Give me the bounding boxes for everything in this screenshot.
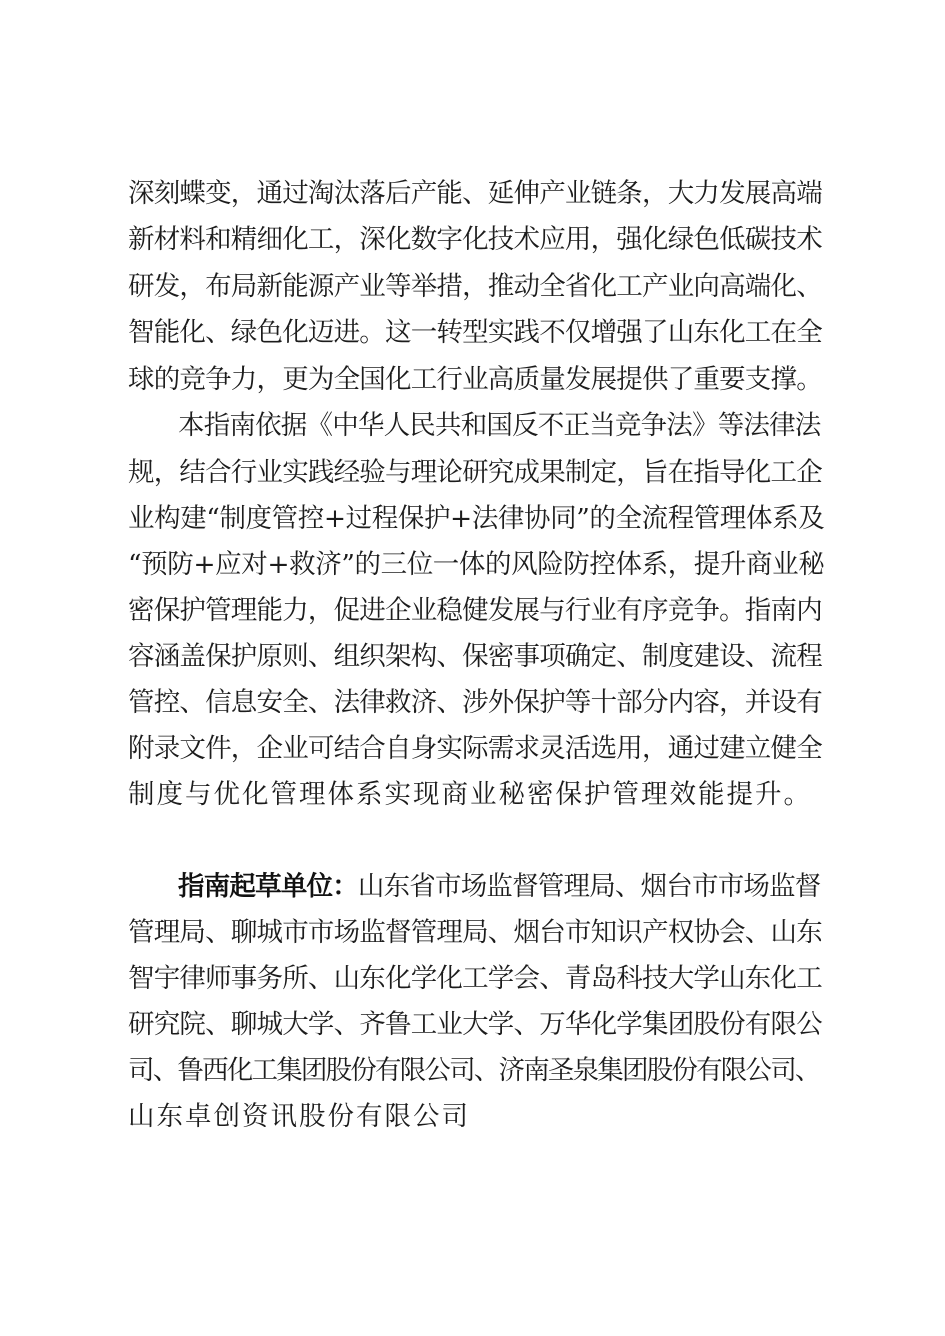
paragraph-1-line-4: 智能化、绿色化迈进。这一转型实践不仅增强了山东化工在全 bbox=[128, 317, 822, 348]
paragraph-2-line-2: 规，结合行业实践经验与理论研究成果制定，旨在指导化工企 bbox=[128, 457, 822, 488]
drafting-units-line-1 bbox=[178, 864, 821, 910]
drafting-units-line-3: 智宇律师事务所、山东化学化工学会、青岛科技大学山东化工 bbox=[128, 963, 822, 994]
drafting-units-line-4: 研究院、聊城大学、齐鲁工业大学、万华化学集团股份有限公 bbox=[128, 1009, 822, 1040]
paragraph-2-line-1: 本指南依据《中华人民共和国反不正当竞争法》等法律法 bbox=[178, 410, 821, 441]
drafting-units-line-5: 司、鲁西化工集团股份有限公司、济南圣泉集团股份有限公司、 bbox=[128, 1055, 820, 1086]
paragraph-2-line-9: 制度与优化管理体系实现商业秘密保护管理效能提升。 bbox=[128, 779, 812, 810]
drafting-units-line-2: 管理局、聊城市市场监督管理局、烟台市知识产权协会、山东 bbox=[128, 917, 822, 948]
paragraph-1-line-2: 新材料和精细化工，深化数字化技术应用，强化绿色低碳技术 bbox=[128, 224, 822, 255]
paragraph-1-line-1: 深刻蝶变，通过淘汰落后产能、延伸产业链条，大力发展高端 bbox=[128, 178, 822, 209]
drafting-units-first-line: 山东省市场监督管理局、烟台市市场监督 bbox=[357, 871, 821, 902]
paragraph-2-line-8: 附录文件，企业可结合自身实际需求灵活选用，通过建立健全 bbox=[128, 733, 822, 764]
paragraph-2-line-7: 管控、信息安全、法律救济、涉外保护等十部分内容，并设有 bbox=[128, 687, 822, 718]
paragraph-2-line-4: “预防+应对+救济”的三位一体的风险防控体系，提升商业秘 bbox=[128, 549, 825, 580]
drafting-units-label: 指南起草单位： bbox=[178, 871, 358, 902]
paragraph-2-line-3: 业构建“制度管控+过程保护+法律协同”的全流程管理体系及 bbox=[128, 503, 825, 534]
paragraph-1-line-3: 研发，布局新能源产业等举措，推动全省化工产业向高端化、 bbox=[128, 271, 822, 302]
paragraph-2-line-6: 容涵盖保护原则、组织架构、保密事项确定、制度建设、流程 bbox=[128, 641, 822, 672]
paragraph-1-line-5: 球的竞争力，更为全国化工行业高质量发展提供了重要支撑。 bbox=[128, 364, 822, 395]
paragraph-2-line-5: 密保护管理能力，促进企业稳健发展与行业有序竞争。指南内 bbox=[128, 595, 822, 626]
drafting-units-line-6: 山东卓创资讯股份有限公司 bbox=[128, 1101, 470, 1132]
